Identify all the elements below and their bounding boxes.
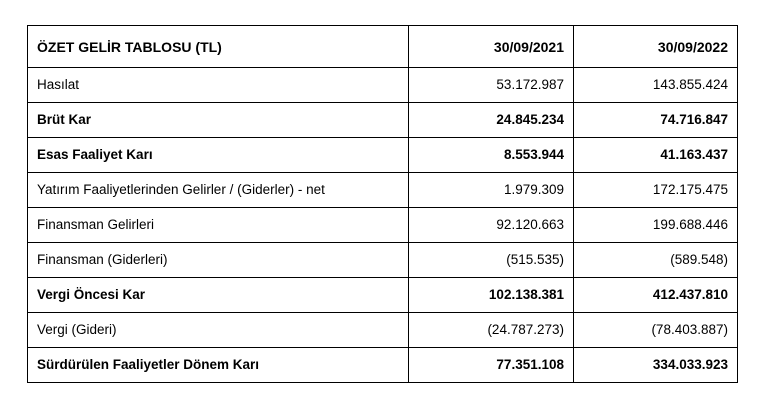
value-2022: 74.716.847: [574, 103, 738, 138]
income-statement-table: [27, 25, 738, 383]
column-header-2021: 30/09/2021: [409, 26, 574, 68]
value-2021: 53.172.987: [409, 68, 574, 103]
table-row: [28, 243, 738, 278]
value-2022: 412.437.810: [574, 278, 738, 313]
table-row: [28, 173, 738, 208]
row-label: Sürdürülen Faaliyetler Dönem Karı: [28, 348, 409, 383]
row-label: Finansman (Giderleri): [28, 243, 409, 278]
table-row: [28, 68, 738, 103]
table-header-row: [28, 26, 738, 68]
row-label: Esas Faaliyet Karı: [28, 138, 409, 173]
table-row: [28, 348, 738, 383]
value-2021: (515.535): [409, 243, 574, 278]
value-2021: 102.138.381: [409, 278, 574, 313]
value-2021: 24.845.234: [409, 103, 574, 138]
value-2022: 172.175.475: [574, 173, 738, 208]
value-2022: (589.548): [574, 243, 738, 278]
row-label: Vergi (Gideri): [28, 313, 409, 348]
value-2021: 1.979.309: [409, 173, 574, 208]
row-label: Hasılat: [28, 68, 409, 103]
table-row: [28, 138, 738, 173]
value-2021: (24.787.273): [409, 313, 574, 348]
value-2022: 41.163.437: [574, 138, 738, 173]
table-row: [28, 103, 738, 138]
value-2021: 92.120.663: [409, 208, 574, 243]
row-label: Brüt Kar: [28, 103, 409, 138]
value-2021: 8.553.944: [409, 138, 574, 173]
row-label: Yatırım Faaliyetlerinden Gelirler / (Giderler) - net: [28, 173, 409, 208]
column-header-2022: 30/09/2022: [574, 26, 738, 68]
table-row: [28, 278, 738, 313]
table-row: [28, 208, 738, 243]
row-label: Vergi Öncesi Kar: [28, 278, 409, 313]
value-2022: (78.403.887): [574, 313, 738, 348]
row-label: Finansman Gelirleri: [28, 208, 409, 243]
value-2022: 143.855.424: [574, 68, 738, 103]
value-2021: 77.351.108: [409, 348, 574, 383]
table-row: [28, 313, 738, 348]
value-2022: 334.033.923: [574, 348, 738, 383]
value-2022: 199.688.446: [574, 208, 738, 243]
table-title: ÖZET GELİR TABLOSU (TL): [28, 26, 409, 68]
